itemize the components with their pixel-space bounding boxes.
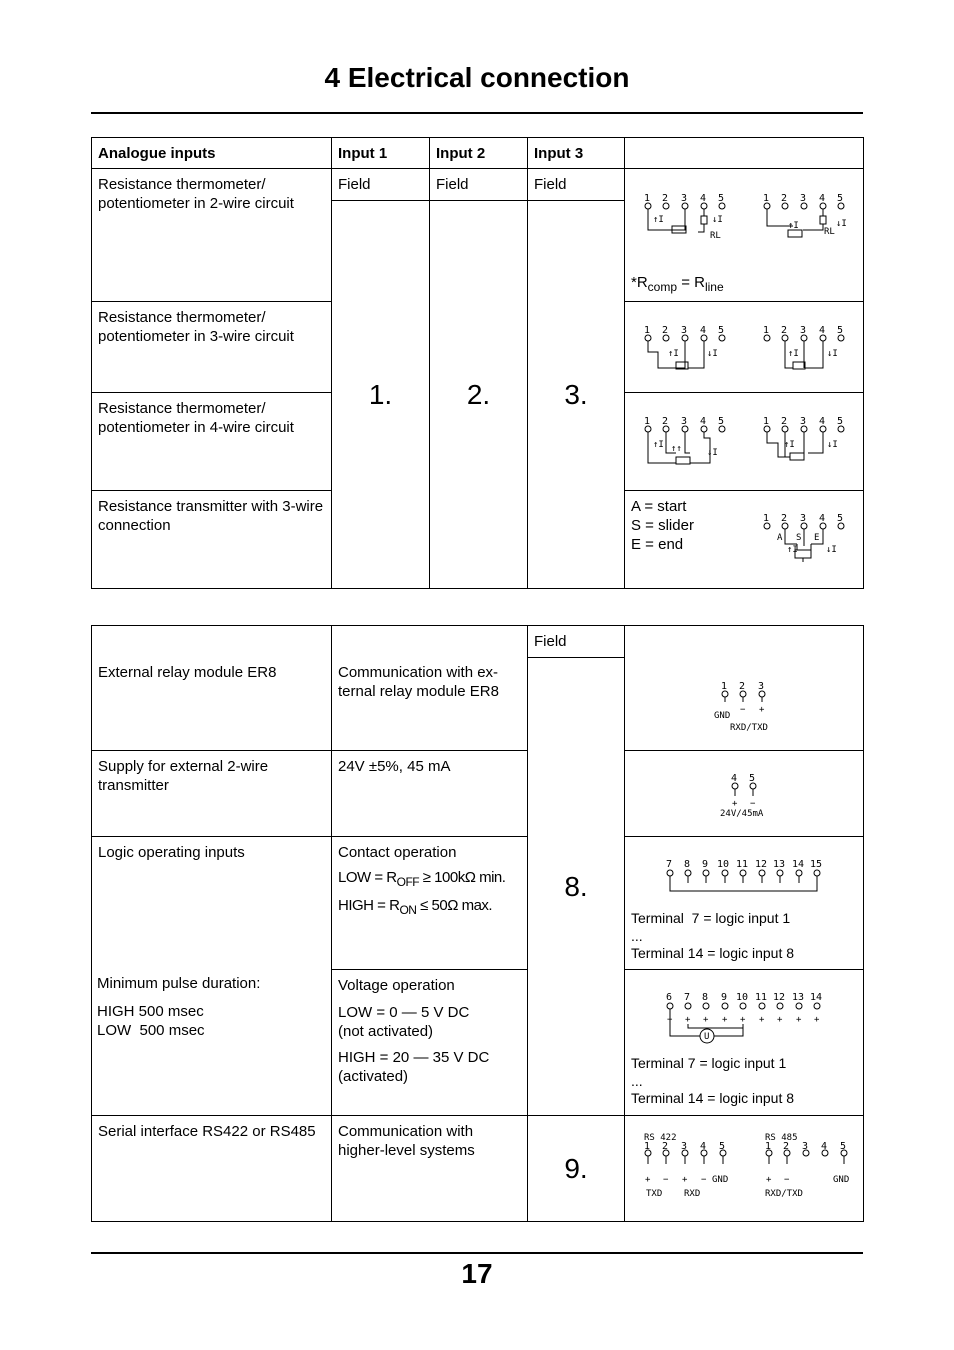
svg-text:1: 1 — [765, 1141, 772, 1152]
svg-text:↓I: ↓I — [712, 215, 723, 225]
svg-text:↓I: ↓I — [827, 440, 838, 450]
svg-text:10: 10 — [717, 859, 730, 870]
svg-text:+: + — [645, 1175, 651, 1185]
wiring-4wire-diagram — [638, 413, 860, 473]
row-3wire-label: Resistance thermometer/ potentiometer in 3-wire circuit — [91, 301, 332, 393]
svg-text:10: 10 — [736, 992, 749, 1003]
row-transmitter-label: Resistance transmitter with 3-wire connection — [91, 490, 332, 589]
svg-text:4: 4 — [819, 513, 826, 524]
header-input-3: Input 3 — [527, 137, 625, 169]
svg-text:3: 3 — [800, 513, 807, 524]
svg-text:14: 14 — [810, 992, 823, 1003]
bottom-rule — [91, 1252, 863, 1254]
pulse-title: Minimum pulse duration: — [97, 975, 261, 992]
svg-text:5: 5 — [719, 1141, 726, 1152]
svg-text:4: 4 — [821, 1141, 828, 1152]
relay-terminal-diagram — [710, 678, 790, 734]
legend-end: E = end — [631, 536, 684, 553]
svg-text:11: 11 — [736, 859, 749, 870]
svg-text:↑I: ↑I — [653, 215, 664, 225]
row-voltage-desc — [331, 969, 528, 1116]
header-analogue-inputs: Analogue inputs — [91, 137, 332, 169]
svg-text:↓I: ↓I — [826, 545, 837, 555]
svg-text:−: − — [667, 1015, 673, 1025]
top-rule — [91, 112, 863, 114]
field-input-2: Field — [429, 168, 528, 201]
wiring-3wire-diagram — [638, 322, 860, 377]
svg-text:24V/45mA: 24V/45mA — [720, 809, 764, 819]
svg-text:RXD/TXD: RXD/TXD — [730, 723, 768, 733]
svg-text:S: S — [796, 533, 802, 543]
svg-text:3: 3 — [681, 1141, 688, 1152]
svg-text:+: + — [796, 1015, 802, 1025]
svg-text:4: 4 — [700, 416, 707, 427]
svg-text:12: 12 — [773, 992, 786, 1003]
svg-text:RS 422: RS 422 — [644, 1133, 677, 1143]
svg-text:↑I: ↑I — [788, 221, 799, 231]
field-input-1: Field — [331, 168, 430, 201]
contact-terminal-diagram — [660, 855, 830, 895]
svg-text:−: − — [784, 1175, 790, 1185]
svg-text:5: 5 — [840, 1141, 847, 1152]
svg-text:6: 6 — [666, 992, 673, 1003]
svg-text:2: 2 — [781, 416, 788, 427]
svg-text:7: 7 — [666, 859, 673, 870]
page-title: 4 Electrical connection — [324, 62, 630, 93]
contact-note-2: ... — [631, 927, 643, 944]
pulse-high: HIGH 500 msec — [97, 1003, 204, 1020]
svg-text:3: 3 — [802, 1141, 809, 1152]
voltage-note-3: Terminal 14 = logic input 8 — [631, 1090, 795, 1106]
svg-text:1: 1 — [763, 193, 770, 204]
svg-text:↓I: ↓I — [836, 219, 847, 229]
svg-text:1: 1 — [721, 681, 728, 692]
svg-text:3: 3 — [758, 681, 765, 692]
svg-text:5: 5 — [837, 325, 844, 336]
wiring-2wire-diagram — [638, 190, 860, 256]
input-2-number: 2. — [429, 200, 528, 589]
svg-text:2: 2 — [781, 325, 788, 336]
svg-text:2: 2 — [662, 416, 669, 427]
svg-text:−: − — [750, 799, 756, 809]
svg-text:U: U — [704, 1032, 710, 1042]
svg-text:GND: GND — [833, 1175, 850, 1185]
page-number: 17 — [461, 1258, 493, 1289]
field-input-3: Field — [527, 168, 625, 201]
svg-text:5: 5 — [837, 416, 844, 427]
row-relay-desc: Communication with ex- ternal relay module ER8 — [331, 625, 528, 751]
svg-text:3: 3 — [681, 193, 688, 204]
voltage-note-1: Terminal 7 = logic input 1 — [631, 1055, 787, 1071]
svg-text:↓I: ↓I — [707, 349, 718, 359]
row-serial-label: Serial interface RS422 or RS485 — [91, 1115, 332, 1222]
svg-text:1: 1 — [644, 1141, 651, 1152]
svg-text:2: 2 — [739, 681, 746, 692]
svg-text:RL: RL — [824, 227, 835, 237]
input-3-number: 3. — [527, 200, 625, 589]
contact-notes — [631, 910, 794, 963]
svg-text:2: 2 — [781, 193, 788, 204]
svg-text:↑↑: ↑↑ — [671, 444, 682, 454]
svg-text:RXD/TXD: RXD/TXD — [765, 1189, 803, 1199]
row-contact-desc — [331, 836, 528, 970]
svg-text:1: 1 — [763, 513, 770, 524]
svg-text:TXD: TXD — [646, 1189, 663, 1199]
wiring-transmitter-diagram — [757, 510, 857, 570]
svg-text:2: 2 — [781, 513, 788, 524]
contact-note-3: Terminal 14 = logic input 8 — [631, 945, 795, 961]
svg-text:+: + — [722, 1015, 728, 1025]
row-serial-desc: Communication with higher-level systems — [331, 1115, 528, 1222]
svg-text:14: 14 — [792, 859, 805, 870]
svg-text:+: + — [814, 1015, 820, 1025]
svg-text:4: 4 — [819, 416, 826, 427]
svg-text:GND: GND — [712, 1175, 729, 1185]
row-supply-desc: 24V ±5%, 45 mA — [331, 750, 528, 837]
svg-text:GND: GND — [714, 711, 731, 721]
voltage-notes — [631, 1055, 794, 1108]
row-4wire-label: Resistance thermometer/ potentiometer in 4-wire circuit — [91, 392, 332, 491]
svg-text:15: 15 — [810, 859, 823, 870]
svg-text:RXD: RXD — [684, 1189, 701, 1199]
svg-text:↓I: ↓I — [827, 349, 838, 359]
row-relay-label: External relay module ER8 — [91, 625, 332, 751]
svg-text:+: + — [685, 1015, 691, 1025]
svg-text:4: 4 — [731, 773, 738, 784]
row-supply-label: Supply for external 2-wire transmitter — [91, 750, 332, 837]
svg-text:1: 1 — [763, 416, 770, 427]
svg-text:−: − — [740, 705, 746, 715]
svg-text:+: + — [766, 1175, 772, 1185]
svg-text:5: 5 — [718, 193, 725, 204]
svg-text:13: 13 — [773, 859, 786, 870]
row-2wire-label: Resistance thermometer/ potentiometer in 2-wire circuit — [91, 168, 332, 302]
svg-text:1: 1 — [644, 193, 651, 204]
header-blank — [624, 137, 864, 169]
svg-text:↑I: ↑I — [784, 440, 795, 450]
voltage-low: LOW = 0 — 5 V DC — [338, 1004, 470, 1021]
svg-text:RS 485: RS 485 — [765, 1133, 798, 1143]
svg-text:13: 13 — [792, 992, 805, 1003]
svg-text:+: + — [732, 799, 738, 809]
voltage-low-note: (not activated) — [338, 1023, 434, 1040]
pulse-low: LOW 500 msec — [97, 1022, 205, 1039]
svg-text:+: + — [740, 1015, 746, 1025]
contact-note-1: Terminal 7 = logic input 1 — [631, 910, 791, 926]
contact-low: LOW = $R_{OFF} \ge 100k\Omega$ min. — [338, 869, 506, 889]
voltage-terminal-diagram — [660, 988, 830, 1048]
voltage-note-2: ... — [631, 1072, 643, 1089]
svg-text:5: 5 — [718, 416, 725, 427]
svg-text:+: + — [682, 1175, 688, 1185]
svg-text:5: 5 — [718, 325, 725, 336]
svg-text:8: 8 — [702, 992, 709, 1003]
legend-start: A = start — [631, 498, 687, 515]
svg-text:1: 1 — [644, 325, 651, 336]
pulse-duration — [97, 974, 260, 1040]
svg-text:5: 5 — [749, 773, 756, 784]
legend-slider: S = slider — [631, 517, 694, 534]
svg-text:2: 2 — [783, 1141, 790, 1152]
svg-text:↑I: ↑I — [788, 349, 799, 359]
svg-text:2: 2 — [662, 325, 669, 336]
svg-text:5: 5 — [837, 193, 844, 204]
svg-text:7: 7 — [684, 992, 691, 1003]
number-9: 9. — [527, 1115, 625, 1222]
field-label: Field — [527, 625, 625, 658]
svg-text:4: 4 — [700, 325, 707, 336]
voltage-high-note: (activated) — [338, 1068, 409, 1085]
contact-high: HIGH = $R_{ON} \le 50\Omega$ max. — [338, 897, 493, 917]
svg-text:4: 4 — [819, 325, 826, 336]
svg-text:3: 3 — [681, 325, 688, 336]
svg-text:11: 11 — [755, 992, 768, 1003]
svg-text:4: 4 — [700, 1141, 707, 1152]
svg-text:3: 3 — [800, 325, 807, 336]
svg-text:2: 2 — [662, 193, 669, 204]
svg-text:3: 3 — [681, 416, 688, 427]
svg-text:3: 3 — [800, 416, 807, 427]
rcomp-formula: $*R_{comp} = R_{line}$ — [631, 274, 724, 294]
svg-text:+: + — [759, 705, 765, 715]
svg-text:↓I: ↓I — [707, 448, 718, 458]
svg-text:−: − — [701, 1175, 707, 1185]
svg-text:−: − — [663, 1175, 669, 1185]
svg-text:9: 9 — [702, 859, 709, 870]
svg-text:4: 4 — [700, 193, 707, 204]
contact-title: Contact operation — [338, 844, 457, 861]
svg-text:↑I: ↑I — [787, 545, 798, 555]
svg-text:4: 4 — [819, 193, 826, 204]
svg-text:↑I: ↑I — [653, 440, 664, 450]
voltage-high: HIGH = 20 — 35 V DC — [338, 1049, 490, 1066]
header-input-2: Input 2 — [429, 137, 528, 169]
svg-text:1: 1 — [763, 325, 770, 336]
header-input-1: Input 1 — [331, 137, 430, 169]
svg-text:9: 9 — [721, 992, 728, 1003]
supply-terminal-diagram — [716, 770, 786, 822]
svg-text:5: 5 — [837, 513, 844, 524]
voltage-title: Voltage operation — [338, 977, 455, 994]
svg-text:+: + — [703, 1015, 709, 1025]
input-1-number: 1. — [331, 200, 430, 589]
svg-text:2: 2 — [662, 1141, 669, 1152]
svg-text:RL: RL — [710, 231, 721, 241]
svg-text:+: + — [759, 1015, 765, 1025]
svg-text:8: 8 — [684, 859, 691, 870]
number-8: 8. — [527, 657, 625, 1116]
svg-text:E: E — [814, 533, 820, 543]
svg-text:A: A — [777, 533, 783, 543]
logic-inputs-label: Logic operating inputs — [98, 844, 245, 861]
svg-text:3: 3 — [800, 193, 807, 204]
svg-text:1: 1 — [644, 416, 651, 427]
svg-text:+: + — [777, 1015, 783, 1025]
serial-terminal-diagram — [638, 1126, 860, 1202]
svg-text:↑I: ↑I — [668, 349, 679, 359]
svg-text:12: 12 — [755, 859, 768, 870]
